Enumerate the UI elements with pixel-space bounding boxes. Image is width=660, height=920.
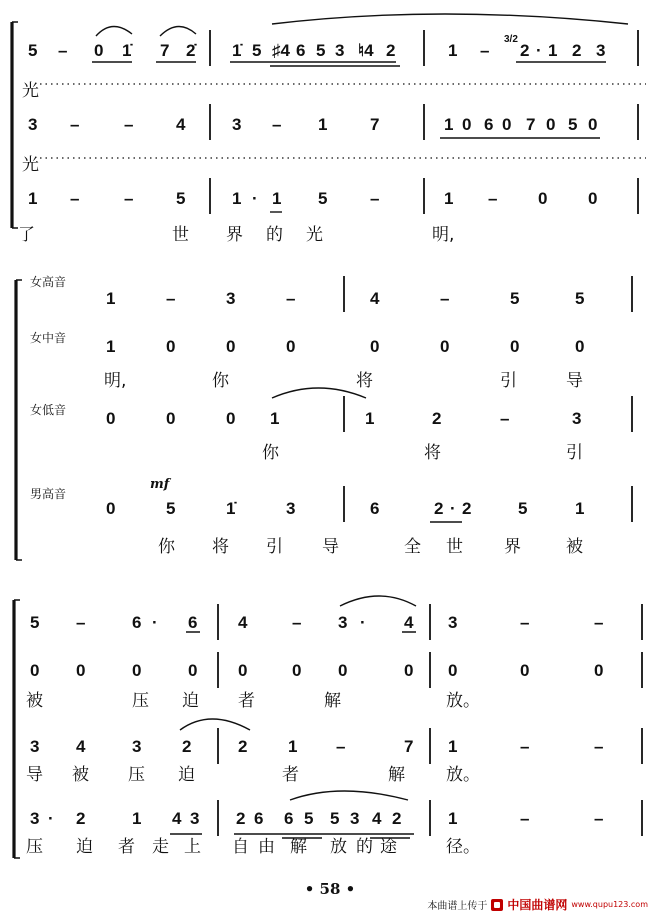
note: 5 bbox=[316, 41, 326, 60]
note: 3 bbox=[190, 809, 200, 828]
note: 6 bbox=[132, 613, 142, 632]
grace-note-ornament: 3/2 bbox=[504, 34, 518, 45]
note: 0 bbox=[440, 337, 450, 356]
lyric-char: 者 bbox=[282, 765, 299, 785]
note: 4 bbox=[404, 613, 414, 632]
page-number: • 58 • bbox=[304, 880, 356, 898]
lyric-char: 解 bbox=[324, 691, 341, 711]
lyric-char: 压 bbox=[128, 765, 145, 785]
note: 1 bbox=[106, 289, 116, 308]
note: 1̇ bbox=[122, 41, 132, 60]
note: 4 bbox=[238, 613, 248, 632]
note: 2 bbox=[520, 41, 530, 60]
note: 5 bbox=[518, 499, 528, 518]
note: 0 bbox=[462, 115, 472, 134]
lyric-char: 明, bbox=[432, 225, 455, 245]
lyric-char: 界 bbox=[226, 225, 243, 245]
note: 3 bbox=[232, 115, 242, 134]
note: 0 bbox=[226, 337, 236, 356]
note: 5 bbox=[330, 809, 340, 828]
note: 7 bbox=[526, 115, 536, 134]
note: 0 bbox=[575, 337, 585, 356]
upload-footer bbox=[427, 896, 648, 913]
note: – bbox=[292, 613, 302, 632]
note: 1 bbox=[270, 409, 280, 428]
note: 4 bbox=[172, 809, 182, 828]
note: 1 bbox=[448, 809, 458, 828]
lyric-char: 者 bbox=[118, 837, 135, 857]
lyric-char: 解 bbox=[388, 765, 405, 785]
note: ♯4 bbox=[272, 41, 290, 60]
lyric-char: 引 bbox=[566, 443, 583, 463]
note: 7 bbox=[160, 41, 170, 60]
note: – bbox=[70, 189, 80, 208]
lyric-char: 自 bbox=[232, 837, 249, 857]
note: 5 bbox=[28, 41, 38, 60]
note: 0 bbox=[588, 189, 598, 208]
lyric-char: 被 bbox=[566, 537, 583, 557]
note: 3 bbox=[132, 737, 142, 756]
note: – bbox=[58, 41, 68, 60]
note: 3 bbox=[335, 41, 345, 60]
note: 2 bbox=[182, 737, 192, 756]
note: · bbox=[252, 189, 258, 208]
note: 2 bbox=[462, 499, 472, 518]
note: 0 bbox=[594, 661, 604, 680]
note: 0 bbox=[370, 337, 380, 356]
note: – bbox=[594, 613, 604, 632]
note: 3 bbox=[30, 737, 40, 756]
note: · bbox=[152, 613, 158, 632]
lyric-char: 者 bbox=[238, 691, 255, 711]
note: 3 bbox=[226, 289, 236, 308]
lyric-char: 引 bbox=[500, 371, 517, 391]
note: 0 bbox=[94, 41, 104, 60]
note: 1 bbox=[444, 189, 454, 208]
note: – bbox=[370, 189, 380, 208]
lyric-char: 导 bbox=[566, 371, 583, 391]
upload-text: 本曲谱上传于 bbox=[427, 901, 488, 912]
lyric-char: 世 bbox=[446, 537, 463, 557]
note: – bbox=[76, 613, 86, 632]
note: 1̇ bbox=[226, 499, 236, 518]
lyric-char: 将 bbox=[212, 537, 229, 557]
note: 1 bbox=[232, 189, 242, 208]
system-3 bbox=[14, 596, 642, 858]
lyric-char: 界 bbox=[504, 537, 521, 557]
note: – bbox=[488, 189, 498, 208]
note: – bbox=[272, 115, 282, 134]
note: 0 bbox=[448, 661, 458, 680]
note: 0 bbox=[76, 661, 86, 680]
note: 0 bbox=[226, 409, 236, 428]
lyric-char: 了 bbox=[18, 225, 35, 245]
note: 6 bbox=[370, 499, 380, 518]
note: 5 bbox=[176, 189, 186, 208]
note: – bbox=[286, 289, 296, 308]
note: 5 bbox=[166, 499, 176, 518]
lyric-char: 由 bbox=[258, 837, 275, 857]
system-1-lyrics bbox=[18, 81, 454, 245]
voice-label-soprano: 女高音 bbox=[30, 275, 67, 289]
lyric-char: 将 bbox=[424, 443, 441, 463]
note: 5 bbox=[304, 809, 314, 828]
note: 4 bbox=[370, 289, 380, 308]
note: 2 bbox=[238, 737, 248, 756]
note: 0 bbox=[238, 661, 248, 680]
note: 2 bbox=[236, 809, 246, 828]
note: 7 bbox=[404, 737, 414, 756]
site-name[interactable]: 中国曲谱网 bbox=[507, 898, 568, 912]
lyric-char: 压 bbox=[26, 837, 43, 857]
note: – bbox=[124, 115, 134, 134]
note: 0 bbox=[520, 661, 530, 680]
note: 6 bbox=[254, 809, 264, 828]
system-3-notes bbox=[26, 613, 603, 857]
note: 1 bbox=[448, 737, 458, 756]
lyric-char: 压 bbox=[132, 691, 149, 711]
note: – bbox=[70, 115, 80, 134]
note: 0 bbox=[106, 499, 116, 518]
note: 5 bbox=[568, 115, 578, 134]
note: 5 bbox=[318, 189, 328, 208]
note: 0 bbox=[404, 661, 414, 680]
dynamic-marking: mf bbox=[150, 477, 170, 492]
note: 6 bbox=[284, 809, 294, 828]
note: 1 bbox=[444, 115, 454, 134]
note: 5 bbox=[510, 289, 520, 308]
lyric-char: 你 bbox=[158, 537, 175, 557]
note: 6 bbox=[296, 41, 306, 60]
note: · bbox=[450, 499, 456, 518]
voice-label-alto: 女中音 bbox=[30, 331, 67, 345]
note: 4 bbox=[176, 115, 186, 134]
note: 4 bbox=[76, 737, 86, 756]
lyric-char: 解 bbox=[290, 837, 307, 857]
lyric-char: 光 bbox=[22, 155, 39, 175]
note: 0 bbox=[338, 661, 348, 680]
note: 0 bbox=[132, 661, 142, 680]
note: · bbox=[48, 809, 54, 828]
site-logo-icon bbox=[491, 899, 503, 911]
note: 2 bbox=[572, 41, 582, 60]
note: 1 bbox=[288, 737, 298, 756]
note: 2 bbox=[434, 499, 444, 518]
note: 3 bbox=[28, 115, 38, 134]
lyric-char: 世 bbox=[172, 225, 189, 245]
note: 0 bbox=[188, 661, 198, 680]
note: 1 bbox=[132, 809, 142, 828]
note: 0 bbox=[166, 337, 176, 356]
lyric-char: 明, bbox=[104, 371, 127, 391]
note: 0 bbox=[546, 115, 556, 134]
note: 5 bbox=[575, 289, 585, 308]
note: – bbox=[480, 41, 490, 60]
lyric-char: 径。 bbox=[446, 837, 480, 857]
system-2-voices bbox=[30, 274, 584, 557]
lyric-char: 被 bbox=[72, 765, 89, 785]
note: 0 bbox=[510, 337, 520, 356]
lyric-char: 迫 bbox=[178, 765, 195, 785]
lyric-char: 的 bbox=[356, 837, 373, 857]
lyric-char: 放 bbox=[330, 837, 347, 857]
lyric-char: 迫 bbox=[76, 837, 93, 857]
lyric-char: 上 bbox=[184, 837, 201, 857]
site-url[interactable]: www.qupu123.com bbox=[571, 900, 648, 909]
lyric-char: 光 bbox=[306, 225, 323, 245]
lyric-char: 迫 bbox=[182, 691, 199, 711]
lyric-char: 导 bbox=[26, 765, 43, 785]
note: 0 bbox=[166, 409, 176, 428]
note: 7 bbox=[370, 115, 380, 134]
note: 0 bbox=[538, 189, 548, 208]
note: 2 bbox=[76, 809, 86, 828]
lyric-char: 你 bbox=[212, 371, 229, 391]
note: 6 bbox=[188, 613, 198, 632]
note: 1 bbox=[318, 115, 328, 134]
note: 3 bbox=[350, 809, 360, 828]
note: 3 bbox=[286, 499, 296, 518]
lyric-char: 导 bbox=[322, 537, 339, 557]
note: – bbox=[124, 189, 134, 208]
note: 2̇ bbox=[186, 41, 196, 60]
note: 1 bbox=[106, 337, 116, 356]
note: 1 bbox=[575, 499, 585, 518]
note: – bbox=[520, 809, 530, 828]
note: 0 bbox=[286, 337, 296, 356]
lyric-char: 全 bbox=[404, 537, 421, 557]
note: – bbox=[594, 809, 604, 828]
note: 2 bbox=[386, 41, 396, 60]
note: – bbox=[520, 613, 530, 632]
note: 3 bbox=[30, 809, 40, 828]
note: ♮4 bbox=[358, 41, 374, 60]
lyric-char: 将 bbox=[356, 371, 373, 391]
lyric-char: 引 bbox=[266, 537, 283, 557]
note: 0 bbox=[502, 115, 512, 134]
note: 0 bbox=[588, 115, 598, 134]
voice-label-tenor: 男高音 bbox=[30, 487, 67, 501]
note: 5 bbox=[30, 613, 40, 632]
note: 1 bbox=[28, 189, 38, 208]
note: – bbox=[520, 737, 530, 756]
note: 0 bbox=[30, 661, 40, 680]
lyric-char: 光 bbox=[22, 81, 39, 101]
note: 4 bbox=[372, 809, 382, 828]
note: 5 bbox=[252, 41, 262, 60]
lyric-char: 的 bbox=[266, 225, 283, 245]
note: 3 bbox=[338, 613, 348, 632]
lyric-char: 被 bbox=[26, 691, 43, 711]
note: 3 bbox=[572, 409, 582, 428]
note: 0 bbox=[292, 661, 302, 680]
lyric-char: 走 bbox=[152, 837, 169, 857]
note: 3 bbox=[596, 41, 606, 60]
lyric-char: 途 bbox=[380, 837, 397, 857]
note: – bbox=[336, 737, 346, 756]
voice-label-contralto: 女低音 bbox=[30, 403, 67, 417]
note: 1 bbox=[548, 41, 558, 60]
lyric-char: 你 bbox=[262, 443, 279, 463]
note: – bbox=[166, 289, 176, 308]
note: 0 bbox=[106, 409, 116, 428]
note: 1 bbox=[448, 41, 458, 60]
note: 2 bbox=[392, 809, 402, 828]
note: – bbox=[500, 409, 510, 428]
note: – bbox=[594, 737, 604, 756]
note: – bbox=[440, 289, 450, 308]
lyric-char: 放。 bbox=[446, 691, 480, 711]
lyric-char: 放。 bbox=[446, 765, 480, 785]
note: 6 bbox=[484, 115, 494, 134]
note: 2 bbox=[432, 409, 442, 428]
note: · bbox=[536, 41, 542, 60]
note: 3 bbox=[448, 613, 458, 632]
note: 1 bbox=[365, 409, 375, 428]
note: 1̇ bbox=[232, 41, 242, 60]
note: 1 bbox=[272, 189, 282, 208]
note: · bbox=[360, 613, 366, 632]
